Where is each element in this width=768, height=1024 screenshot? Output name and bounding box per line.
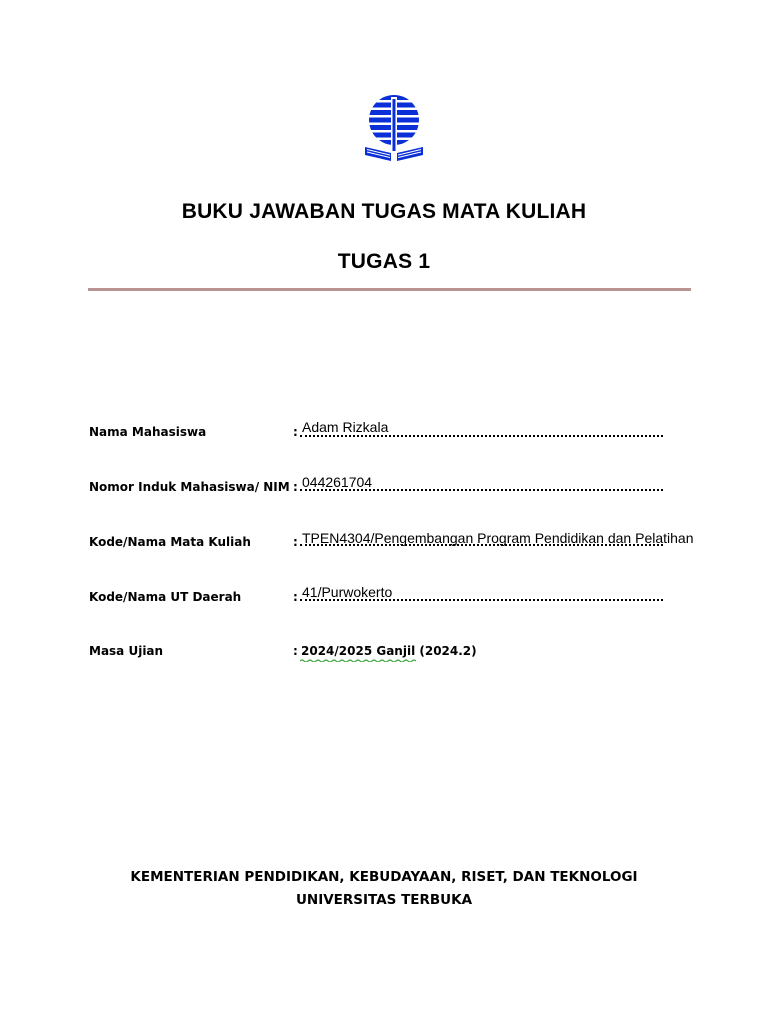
document-title: BUKU JAWABAN TUGAS MATA KULIAH (181, 200, 587, 223)
field-nama-dotted-line (300, 435, 663, 437)
field-nim-row (0, 473, 768, 503)
field-matakuliah-label: Kode/Nama Mata Kuliah (89, 535, 251, 549)
field-nim-value[interactable]: 044261704 (302, 474, 373, 490)
spellcheck-underline-icon (300, 659, 416, 662)
footer-ministry: KEMENTERIAN PENDIDIKAN, KEBUDAYAAN, RISET, DAN TEKNOLOGI (130, 869, 638, 885)
field-utdaerah-colon: : (293, 590, 298, 604)
field-matakuliah-colon: : (293, 535, 298, 549)
field-utdaerah-label: Kode/Nama UT Daerah (89, 590, 242, 604)
document-subtitle: TUGAS 1 (337, 250, 431, 273)
field-masa-value[interactable]: 2024/2025 Ganjil (2024.2) (301, 644, 477, 658)
field-masa-colon: : (293, 644, 298, 658)
field-utdaerah-value[interactable]: 41/Purwokerto (302, 584, 393, 600)
universitas-terbuka-logo-icon (361, 95, 427, 163)
title-divider (88, 288, 691, 291)
field-matakuliah-row (0, 528, 768, 558)
field-masa-row (0, 638, 768, 668)
field-nama-value[interactable]: Adam Rizkala (302, 419, 389, 435)
field-nama-colon: : (293, 425, 298, 439)
footer-university: UNIVERSITAS TERBUKA (295, 892, 473, 908)
field-masa-label: Masa Ujian (89, 644, 164, 658)
field-nama-label: Nama Mahasiswa (89, 425, 207, 439)
field-nama-row (0, 418, 768, 448)
field-utdaerah-row (0, 583, 768, 613)
field-nim-label: Nomor Induk Mahasiswa/ NIM (89, 480, 290, 494)
field-nim-colon: : (293, 480, 298, 494)
field-matakuliah-value[interactable]: TPEN4304/Pengembangan Program Pendidikan dan Pelatihan (302, 530, 694, 546)
